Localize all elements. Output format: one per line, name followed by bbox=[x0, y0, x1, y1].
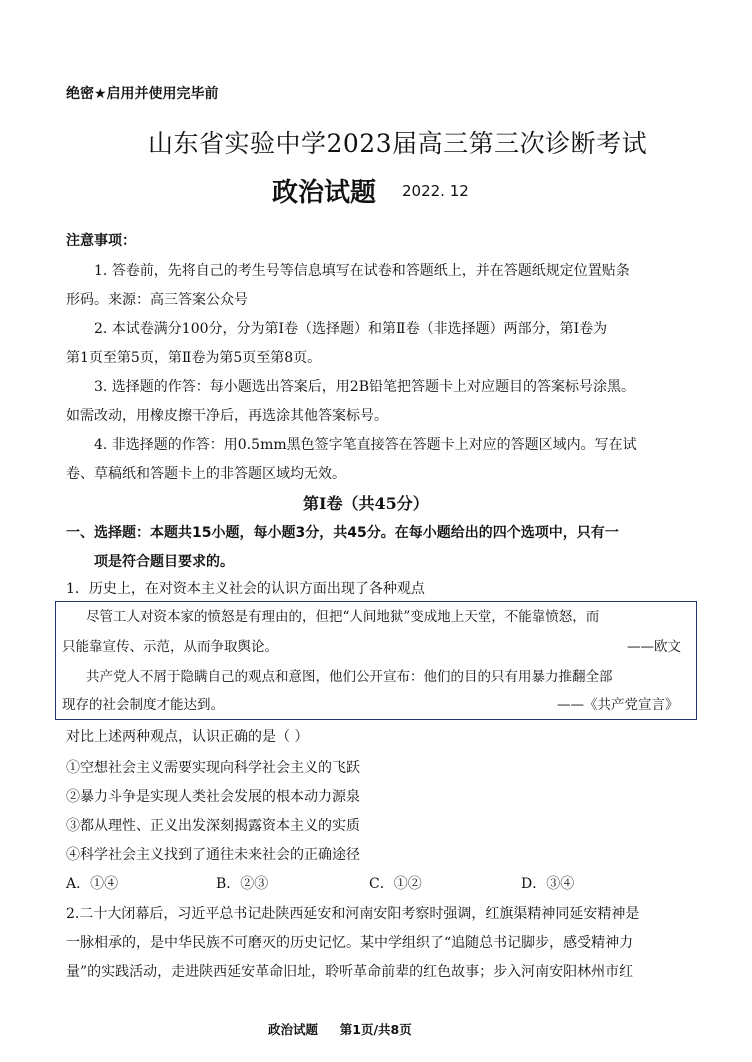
notice-heading: 注意事项： bbox=[66, 233, 136, 249]
choice-d: D．③④ bbox=[521, 876, 575, 892]
quote-1-line-1: 尽管工人对资本家的愤怒是有理由的，但把“人间地狱”变成地上天堂，不能靠愤怒，而 bbox=[86, 609, 600, 625]
question-1-prompt: 对比上述两种观点，认识正确的是（ ） bbox=[66, 729, 309, 745]
section-title: 第Ⅰ卷（共45分） bbox=[303, 494, 429, 513]
notice-item-2-line-1: 2. 本试卷满分100分，分为第Ⅰ卷（选择题）和第Ⅱ卷（非选择题）两部分，第Ⅰ卷为 bbox=[94, 321, 608, 337]
notice-item-4-line-2: 卷、草稿纸和答题卡上的非答题区域均无效。 bbox=[66, 466, 346, 482]
quote-2-line-2: 现存的社会制度才能达到。 bbox=[62, 697, 224, 713]
choice-c: C．①② bbox=[369, 876, 422, 892]
question-2-line-2: 一脉相承的，是中华民族不可磨灭的历史记忆。某中学组织了“追随总书记脚步，感受精神力 bbox=[66, 935, 634, 951]
quote-1-line-2: 只能靠宣传、示范，从而争取舆论。 bbox=[62, 639, 278, 655]
subject-title: 政治试题 bbox=[272, 178, 377, 208]
notice-item-2-line-2: 第1页至第5页，第Ⅱ卷为第5页至第8页。 bbox=[66, 350, 322, 366]
choice-b: B．②③ bbox=[216, 876, 269, 892]
notice-item-3-line-1: 3. 选择题的作答：每小题选出答案后，用2B铅笔把答题卡上对应题目的答案标号涂黑。 bbox=[94, 379, 636, 395]
question-1-stem: 1．历史上，在对资本主义社会的认识方面出现了各种观点 bbox=[66, 581, 425, 597]
question-2-line-1: 2.二十大闭幕后，习近平总书记赴陕西延安和河南安阳考察时强调，红旗渠精神同延安精神是 bbox=[66, 906, 640, 922]
option-1: ①空想社会主义需要实现向科学社会主义的飞跃 bbox=[66, 760, 360, 776]
notice-item-1-line-2: 形码。来源：高三答案公众号 bbox=[66, 292, 248, 308]
notice-item-4-line-1: 4. 非选择题的作答：用0.5mm黑色签字笔直接答在答题卡上对应的答题区域内。写在试 bbox=[94, 437, 637, 453]
choice-a: A．①④ bbox=[66, 876, 119, 892]
page-footer: 政治试题 第1页/共8页 bbox=[268, 1022, 412, 1037]
exam-title: 山东省实验中学2023届高三第三次诊断考试 bbox=[148, 129, 648, 158]
option-2: ②暴力斗争是实现人类社会发展的根本动力源泉 bbox=[66, 789, 360, 805]
exam-date: 2022. 12 bbox=[402, 182, 469, 200]
option-3: ③都从理性、正义出发深刻揭露资本主义的实质 bbox=[66, 818, 360, 834]
quote-2-line-1: 共产党人不屑于隐瞒自己的观点和意图，他们公开宣布：他们的目的只有用暴力推翻全部 bbox=[86, 669, 613, 685]
notice-item-3-line-2: 如需改动，用橡皮擦干净后，再选涂其他答案标号。 bbox=[66, 408, 388, 424]
notice-item-1-line-1: 1. 答卷前，先将自己的考生号等信息填写在试卷和答题纸上，并在答题纸规定位置贴条 bbox=[94, 263, 630, 279]
section-instruction-line-2: 项是符合题目要求的。 bbox=[94, 554, 234, 570]
option-4: ④科学社会主义找到了通往未来社会的正确途径 bbox=[66, 847, 360, 863]
quote-2-source: ——《共产党宣言》 bbox=[557, 697, 679, 713]
section-instruction-line-1: 一、选择题：本题共15小题，每小题3分，共45分。在每小题给出的四个选项中，只有一 bbox=[66, 525, 619, 541]
question-2-line-3: 量”的实践活动，走进陕西延安革命旧址，聆听革命前辈的红色故事；步入河南安阳林州市红 bbox=[66, 964, 634, 980]
confidential-mark: 绝密★启用并使用完毕前 bbox=[66, 86, 219, 102]
quote-1-source: ——欧文 bbox=[627, 639, 681, 655]
